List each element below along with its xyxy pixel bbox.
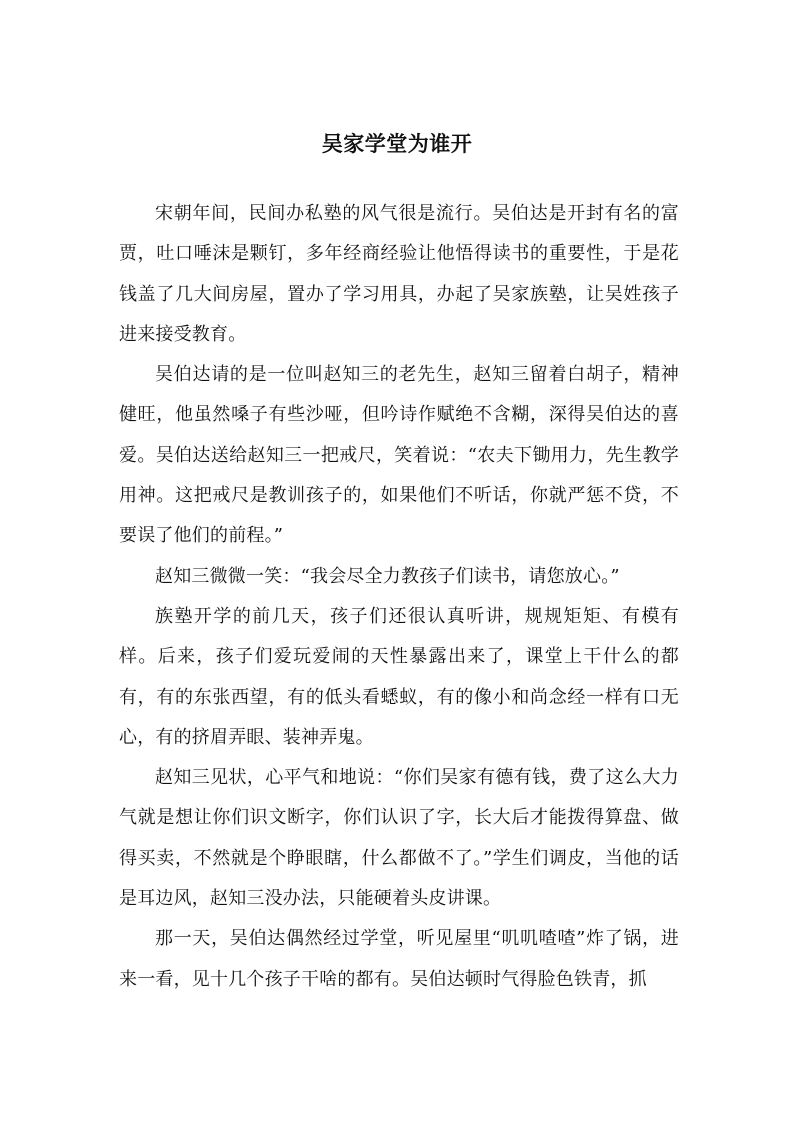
paragraph: 宋朝年间，民间办私塾的风气很是流行。吴伯达是开封有名的富贾，吐口唾沫是颗钉，多年经商经验让他悟得读书的重要性，于是花钱盖了几大间房屋，置办了学习用具，办起了吴家族塾，让吴姓孩子进来接受教育。 — [119, 203, 679, 345]
paragraph: 赵知三见状，心平气和地说：“你们吴家有德有钱，费了这么大力气就是想让你们识文断字，你们认识了字，长大后才能拨得算盘、做得买卖，不然就是个睁眼瞎，什么都做不了。”学生们调皮，当他的话是耳边风，赵知三没办法，只能硬着头皮讲课。 — [119, 767, 679, 910]
paragraph: 吴伯达请的是一位叫赵知三的老先生，赵知三留着白胡子，精神健旺，他虽然嗓子有些沙哑，但吟诗作赋绝不含糊，深得吴伯达的喜爱。吴伯达送给赵知三一把戒尺，笑着说：“农夫下锄用力，先生教学用神。这把戒尺是教训孩子的，如果他们不听话，你就严惩不贷，不要误了他们的前程。” — [119, 364, 679, 547]
paragraph: 那一天，吴伯达偶然经过学堂，听见屋里“叽叽喳喳”炸了锅，进来一看，见十几个孩子干啥的都有。吴伯达顿时气得脸色铁青，抓 — [119, 928, 679, 990]
paragraph: 赵知三微微一笑：“我会尽全力教孩子们读书，请您放心。” — [155, 565, 620, 587]
paragraph: 族塾开学的前几天，孩子们还很认真听讲，规规矩矩、有模有样。后来，孩子们爱玩爱闹的天性暴露出来了，课堂上干什么的都有，有的东张西望，有的低头看蟋蚁，有的像小和尚念经一样有口无心，有的挤眉弄眼、装神弄鬼。 — [119, 605, 679, 748]
document-title: 吴家学堂为谁开 — [321, 131, 473, 156]
document-body — [119, 194, 679, 1000]
